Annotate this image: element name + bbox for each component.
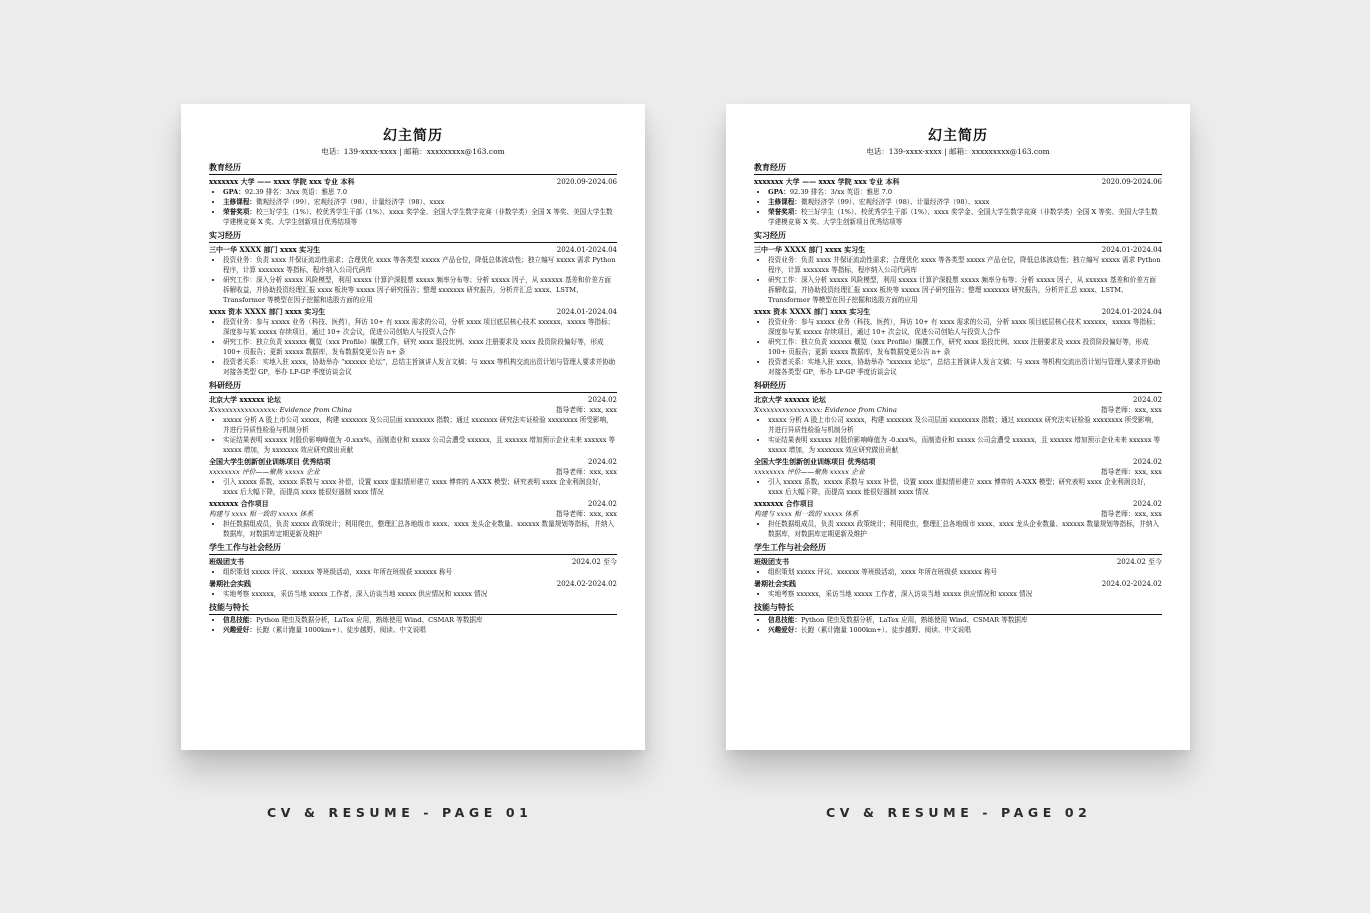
section-heading: 教育经历 bbox=[209, 162, 617, 175]
bullet-list bbox=[209, 415, 617, 455]
bullet-list bbox=[754, 415, 1162, 455]
bullet-item bbox=[223, 207, 617, 227]
entry-date: 2024.01-2024.04 bbox=[556, 308, 617, 316]
entry-title: xxxxxxx 大学 —— xxxx 学院 xxx 专业 本科 bbox=[754, 177, 900, 186]
entry-subtitle-row bbox=[754, 509, 1162, 519]
entry-date: 2024.02 bbox=[588, 500, 617, 508]
entry-header bbox=[754, 499, 1162, 509]
entry-title: 北京大学 xxxxxx 论坛 bbox=[209, 395, 281, 404]
bullet-item bbox=[768, 519, 1162, 539]
bullet-text: xxxxx 分析 A 股上市公司 xxxxx，构建 xxxxxxx 及公司层面 xxxxxxxx 指数；通过 xxxxxxx 研究法实证检验 xxxxxxxx 所受影响，并进行异质性检验与机制分析 bbox=[768, 416, 1158, 434]
entry-advisor: 指导老师：xxx, xxx bbox=[555, 468, 617, 476]
bullet-label: 兴趣爱好： bbox=[223, 626, 256, 634]
bullet-list bbox=[209, 477, 617, 497]
entry-subtitle-row bbox=[754, 467, 1162, 477]
bullet-item bbox=[223, 415, 617, 435]
bullet-text: Python 爬虫及数据分析，LaTex 应用，熟练使用 Wind、CSMAR 等数据库 bbox=[800, 616, 1028, 624]
entry-date: 2024.02-2024.02 bbox=[1101, 580, 1162, 588]
entry-header bbox=[209, 499, 617, 509]
bullet-list bbox=[754, 317, 1162, 377]
entry-header bbox=[209, 307, 617, 317]
entry-date: 2024.01-2024.04 bbox=[1101, 246, 1162, 254]
entry-title: xxxx 资本 XXXX 部门 xxxx 实习生 bbox=[754, 307, 871, 316]
entry-header bbox=[209, 457, 617, 467]
bullet-item bbox=[223, 589, 617, 599]
entry-subtitle-row bbox=[209, 467, 617, 477]
entry-date: 2024.02 bbox=[1133, 396, 1162, 404]
entry-date: 2024.02 bbox=[588, 396, 617, 404]
bullet-item bbox=[768, 567, 1162, 577]
bullet-item bbox=[768, 589, 1162, 599]
entry-title: 全国大学生创新创业训练项目 优秀结项 bbox=[754, 457, 876, 466]
bullet-list bbox=[209, 589, 617, 599]
bullet-item bbox=[223, 625, 617, 635]
entry-date: 2024.02-2024.02 bbox=[556, 580, 617, 588]
bullet-item bbox=[223, 477, 617, 497]
bullet-list bbox=[209, 615, 617, 635]
bullet-text: 组织策划 xxxxx 评议、xxxxxx 等班级活动，xxxx 年所在班级获 xxxxxx 称号 bbox=[223, 568, 453, 576]
entry-date: 2020.09-2024.06 bbox=[1101, 178, 1162, 186]
entry-header bbox=[209, 177, 617, 187]
entry-title: 班级团支书 bbox=[209, 557, 244, 566]
bullet-label: GPA： bbox=[768, 188, 790, 196]
resume-page-1 bbox=[181, 104, 645, 750]
bullet-item bbox=[768, 625, 1162, 635]
entry-subtitle-row bbox=[209, 509, 617, 519]
bullet-item bbox=[768, 357, 1162, 377]
bullet-list bbox=[209, 567, 617, 577]
bullet-text: 实地考察 xxxxxx，采访当地 xxxxx 工作者，深入访谈当地 xxxxx 供应情况和 xxxxx 情况 bbox=[768, 590, 1033, 598]
entry-advisor: 指导老师：xxx, xxx bbox=[1100, 406, 1162, 414]
entry-date: 2024.02 bbox=[1133, 500, 1162, 508]
bullet-list bbox=[754, 477, 1162, 497]
entry-header bbox=[754, 557, 1162, 567]
bullet-item bbox=[223, 275, 617, 305]
bullet-text: 投资业务：参与 xxxxx 业务（科技、医药），拜访 10+ 有 xxxx 需求的公司，分析 xxxx 项目底层核心技术 xxxxxx，xxxxx 等指标；深度参与某 xxxxx 存续项目，通过 10+ 次会议，促进公司创始人与投资人合作 bbox=[768, 318, 1160, 336]
entry-date: 2024.01-2024.04 bbox=[1101, 308, 1162, 316]
entry-advisor: 指导老师：xxx, xxx bbox=[1100, 468, 1162, 476]
page-caption-2: CV & RESUME - PAGE 02 bbox=[826, 805, 1092, 820]
resume-title: 幻主简历 bbox=[383, 128, 443, 144]
contact-line: 电话：139-xxxx-xxxx | 邮箱：xxxxxxxxx@163.com bbox=[866, 147, 1050, 156]
entry-subtitle: 构建与 xxxx 相一致的 xxxxx 体系 bbox=[754, 510, 859, 518]
entry-header bbox=[754, 395, 1162, 405]
bullet-item bbox=[768, 255, 1162, 275]
entry-subtitle: xxxxxxxx 评价——聚焦 xxxxx 企业 bbox=[209, 468, 320, 476]
bullet-text: 研究工作：独立负责 xxxxxx 概览（xxx Profile）编撰工作，研究 xxxx 退投比例、xxxx 注册要求及 xxxx 投资阶段偏好等，形成 100+ 页报告；更新 xxxxx 数据库，发布数据变更公告 n+ 条 bbox=[768, 338, 1149, 356]
bullet-text: 92.39 排名：3/xx 英语：雅思 7.0 bbox=[789, 188, 893, 196]
entry-date: 2024.02 至今 bbox=[1116, 558, 1162, 566]
bullet-text: 实地考察 xxxxxx，采访当地 xxxxx 工作者，深入访谈当地 xxxxx 供应情况和 xxxxx 情况 bbox=[223, 590, 488, 598]
bullet-item bbox=[768, 275, 1162, 305]
entry-header bbox=[209, 395, 617, 405]
bullet-item bbox=[223, 567, 617, 577]
entry-header bbox=[209, 557, 617, 567]
section-heading: 科研经历 bbox=[209, 380, 617, 393]
bullet-item bbox=[768, 435, 1162, 455]
entry-subtitle-row bbox=[209, 405, 617, 415]
bullet-label: 荣誉奖项： bbox=[223, 208, 256, 216]
bullet-text: 投资者关系：实地入驻 xxxx，协助举办 “xxxxxx 论坛”，总结主旨演讲人发言文稿；与 xxxx 等机构交流出资计划与管理人要求并协助对接各类型 GP，举办 LP-GP 季度访谈会议 bbox=[768, 358, 1161, 376]
bullet-item bbox=[223, 197, 617, 207]
section-heading: 实习经历 bbox=[209, 230, 617, 243]
bullet-text: 长跑（累计跑量 1000km+）、徒步越野、阅读、中文说唱 bbox=[255, 626, 426, 634]
bullet-item bbox=[768, 415, 1162, 435]
entry-header bbox=[209, 579, 617, 589]
bullet-item bbox=[768, 337, 1162, 357]
entry-subtitle: 构建与 xxxx 相一致的 xxxxx 体系 bbox=[209, 510, 314, 518]
entry-header bbox=[754, 245, 1162, 255]
entry-title: 三中一华 XXXX 部门 xxxx 实习生 bbox=[209, 245, 321, 254]
page-caption-1: CV & RESUME - PAGE 01 bbox=[267, 805, 533, 820]
bullet-text: 投资者关系：实地入驻 xxxx，协助举办 “xxxxxx 论坛”，总结主旨演讲人发言文稿；与 xxxx 等机构交流出资计划与管理人要求并协助对接各类型 GP，举办 LP-GP 季度访谈会议 bbox=[223, 358, 616, 376]
bullet-list bbox=[209, 317, 617, 377]
entry-subtitle-row bbox=[754, 405, 1162, 415]
bullet-text: 92.39 排名：3/xx 英语：雅思 7.0 bbox=[244, 188, 348, 196]
bullet-item bbox=[223, 337, 617, 357]
entry-date: 2024.02 至今 bbox=[571, 558, 617, 566]
bullet-list bbox=[754, 255, 1162, 305]
entry-title: 北京大学 xxxxxx 论坛 bbox=[754, 395, 826, 404]
resume-title: 幻主简历 bbox=[928, 128, 988, 144]
entry-title: 三中一华 XXXX 部门 xxxx 实习生 bbox=[754, 245, 866, 254]
bullet-text: 投资业务：负责 xxxx 并保证流动性需求；合理优化 xxxx 等各类型 xxxxx 产品仓位，降低总体波动性；独立编写 xxxxx 需求 Python 程序，计算 xxxxxxx 等指标，程序纳入公司代码库 bbox=[223, 256, 616, 274]
bullet-item bbox=[768, 207, 1162, 227]
bullet-item bbox=[223, 317, 617, 337]
bullet-label: 主修课程： bbox=[768, 198, 801, 206]
bullet-item bbox=[768, 187, 1162, 197]
bullet-item bbox=[768, 477, 1162, 497]
bullet-item bbox=[223, 435, 617, 455]
bullet-list bbox=[754, 567, 1162, 577]
bullet-text: 担任数据组成员，负责 xxxxx 政策统计；利用爬虫，整理汇总各地级市 xxxx、xxxx 龙头企业数量、xxxxxx 数量规划等指标，并纳入数据库，对数据库定期更新及维护 bbox=[768, 520, 1160, 538]
entry-subtitle: Xxxxxxxxxxxxxxxxx: Evidence from China bbox=[209, 406, 352, 414]
section-heading: 学生工作与社会经历 bbox=[209, 542, 617, 555]
entry-date: 2024.02 bbox=[1133, 458, 1162, 466]
bullet-item bbox=[223, 519, 617, 539]
contact-line: 电话：139-xxxx-xxxx | 邮箱：xxxxxxxxx@163.com bbox=[321, 147, 505, 156]
entry-header bbox=[209, 245, 617, 255]
entry-advisor: 指导老师：xxx, xxx bbox=[1100, 510, 1162, 518]
bullet-text: 组织策划 xxxxx 评议、xxxxxx 等班级活动，xxxx 年所在班级获 xxxxxx 称号 bbox=[768, 568, 998, 576]
bullet-item bbox=[768, 317, 1162, 337]
entry-title: xxxxxxx 合作项目 bbox=[209, 499, 269, 508]
entry-title: 暑期社会实践 bbox=[209, 579, 251, 588]
entry-title: 暑期社会实践 bbox=[754, 579, 796, 588]
entry-title: 全国大学生创新创业训练项目 优秀结项 bbox=[209, 457, 331, 466]
bullet-list bbox=[754, 519, 1162, 539]
bullet-item bbox=[768, 615, 1162, 625]
section-heading: 技能与特长 bbox=[209, 602, 617, 615]
entry-date: 2020.09-2024.06 bbox=[556, 178, 617, 186]
bullet-text: xxxxx 分析 A 股上市公司 xxxxx，构建 xxxxxxx 及公司层面 xxxxxxxx 指数；通过 xxxxxxx 研究法实证检验 xxxxxxxx 所受影响，并进行异质性检验与机制分析 bbox=[223, 416, 613, 434]
entry-header bbox=[754, 579, 1162, 589]
entry-header bbox=[754, 177, 1162, 187]
entry-title: xxxxxxx 合作项目 bbox=[754, 499, 814, 508]
bullet-text: 投资业务：负责 xxxx 并保证流动性需求；合理优化 xxxx 等各类型 xxxxx 产品仓位，降低总体波动性；独立编写 xxxxx 需求 Python 程序，计算 xxxxxxx 等指标，程序纳入公司代码库 bbox=[768, 256, 1161, 274]
bullet-label: 信息技能： bbox=[768, 616, 801, 624]
bullet-list bbox=[209, 187, 617, 227]
section-heading: 技能与特长 bbox=[754, 602, 1162, 615]
bullet-text: 研究工作：独立负责 xxxxxx 概览（xxx Profile）编撰工作，研究 xxxx 退投比例、xxxx 注册要求及 xxxx 投资阶段偏好等，形成 100+ 页报告；更新 xxxxx 数据库，发布数据变更公告 n+ 条 bbox=[223, 338, 604, 356]
entry-header bbox=[754, 307, 1162, 317]
bullet-list bbox=[754, 589, 1162, 599]
resume-page-2 bbox=[726, 104, 1190, 750]
bullet-list bbox=[209, 255, 617, 305]
bullet-text: 校三好学生（1%）、校优秀学生干部（1%）、xxxx 奖学金、全国大学生数学竞赛（非数学类）全国 X 等奖、美国大学生数学建模竞赛 X 奖、大学生创新项目优秀结项等 bbox=[768, 208, 1158, 226]
bullet-text: 微观经济学（99）、宏观经济学（98）、计量经济学（98）、xxxx bbox=[800, 198, 990, 206]
section-heading: 科研经历 bbox=[754, 380, 1162, 393]
entry-advisor: 指导老师：xxx, xxx bbox=[555, 510, 617, 518]
entry-header bbox=[754, 457, 1162, 467]
bullet-list bbox=[754, 615, 1162, 635]
bullet-text: 投资业务：参与 xxxxx 业务（科技、医药），拜访 10+ 有 xxxx 需求的公司，分析 xxxx 项目底层核心技术 xxxxxx，xxxxx 等指标；深度参与某 xxxxx 存续项目，通过 10+ 次会议，促进公司创始人与投资人合作 bbox=[223, 318, 615, 336]
entry-advisor: 指导老师：xxx, xxx bbox=[555, 406, 617, 414]
bullet-text: Python 爬虫及数据分析，LaTex 应用，熟练使用 Wind、CSMAR 等数据库 bbox=[255, 616, 483, 624]
entry-title: xxxx 资本 XXXX 部门 xxxx 实习生 bbox=[209, 307, 326, 316]
entry-subtitle: Xxxxxxxxxxxxxxxxx: Evidence from China bbox=[754, 406, 897, 414]
bullet-text: 担任数据组成员，负责 xxxxx 政策统计；利用爬虫，整理汇总各地级市 xxxx、xxxx 龙头企业数量、xxxxxx 数量规划等指标，并纳入数据库，对数据库定期更新及维护 bbox=[223, 520, 615, 538]
bullet-item bbox=[223, 615, 617, 625]
section-heading: 教育经历 bbox=[754, 162, 1162, 175]
entry-date: 2024.01-2024.04 bbox=[556, 246, 617, 254]
bullet-text: 研究工作：深入分析 xxxxx 风险模型，利用 xxxxx 计算沪深股票 xxxxx 频率分布等；分析 xxxxx 因子，从 xxxxxx 基差和价差方面拆解收益，并协助投资经理汇报 xxxx 板块等 xxxxx 因子研究报告；整理 xxxxxxx 研究报告，分析并汇总 xxxx、LSTM、Transformer 等模型在因子挖掘和选股方面的应用 bbox=[223, 276, 611, 304]
bullet-list bbox=[209, 519, 617, 539]
bullet-label: 兴趣爱好： bbox=[768, 626, 801, 634]
bullet-text: 研究工作：深入分析 xxxxx 风险模型，利用 xxxxx 计算沪深股票 xxxxx 频率分布等；分析 xxxxx 因子，从 xxxxxx 基差和价差方面拆解收益，并协助投资经理汇报 xxxx 板块等 xxxxx 因子研究报告；整理 xxxxxxx 研究报告，分析并汇总 xxxx、LSTM、Transformer 等模型在因子挖掘和选股方面的应用 bbox=[768, 276, 1156, 304]
bullet-text: 微观经济学（99）、宏观经济学（98）、计量经济学（98）、xxxx bbox=[255, 198, 445, 206]
bullet-text: 引入 xxxxx 系数、xxxxx 系数与 xxxx 补偿，设置 xxxx 虚拟情形建立 xxxx 博弈的 A-XXX 模型；研究表明 xxxx 企业利润良好，xxxx 后大幅下降，而提高 xxxx 能很好遏制 xxxx 情况 bbox=[223, 478, 606, 496]
bullet-text: 引入 xxxxx 系数、xxxxx 系数与 xxxx 补偿，设置 xxxx 虚拟情形建立 xxxx 博弈的 A-XXX 模型；研究表明 xxxx 企业利润良好，xxxx 后大幅下降，而提高 xxxx 能很好遏制 xxxx 情况 bbox=[768, 478, 1151, 496]
bullet-text: 长跑（累计跑量 1000km+）、徒步越野、阅读、中文说唱 bbox=[800, 626, 971, 634]
bullet-label: GPA： bbox=[223, 188, 245, 196]
section-heading: 实习经历 bbox=[754, 230, 1162, 243]
bullet-item bbox=[223, 357, 617, 377]
entry-title: 班级团支书 bbox=[754, 557, 789, 566]
bullet-text: 实证结果表明 xxxxxx 对股价影响峰值为 -0.xxx%，而制造业和 xxxxx 公司会遭受 xxxxxx，且 xxxxxx 增加预示企业未来 xxxxxx 等 xxxxx 增加，为 xxxxxxx 效应研究做出贡献 bbox=[223, 436, 616, 454]
entry-subtitle: xxxxxxxx 评价——聚焦 xxxxx 企业 bbox=[754, 468, 865, 476]
bullet-label: 主修课程： bbox=[223, 198, 256, 206]
bullet-list bbox=[754, 187, 1162, 227]
bullet-label: 荣誉奖项： bbox=[768, 208, 801, 216]
bullet-text: 实证结果表明 xxxxxx 对股价影响峰值为 -0.xxx%，而制造业和 xxxxx 公司会遭受 xxxxxx，且 xxxxxx 增加预示企业未来 xxxxxx 等 xxxxx 增加，为 xxxxxxx 效应研究做出贡献 bbox=[768, 436, 1161, 454]
entry-title: xxxxxxx 大学 —— xxxx 学院 xxx 专业 本科 bbox=[209, 177, 355, 186]
bullet-item bbox=[768, 197, 1162, 207]
entry-date: 2024.02 bbox=[588, 458, 617, 466]
bullet-item bbox=[223, 187, 617, 197]
bullet-text: 校三好学生（1%）、校优秀学生干部（1%）、xxxx 奖学金、全国大学生数学竞赛（非数学类）全国 X 等奖、美国大学生数学建模竞赛 X 奖、大学生创新项目优秀结项等 bbox=[223, 208, 613, 226]
bullet-item bbox=[223, 255, 617, 275]
section-heading: 学生工作与社会经历 bbox=[754, 542, 1162, 555]
bullet-label: 信息技能： bbox=[223, 616, 256, 624]
